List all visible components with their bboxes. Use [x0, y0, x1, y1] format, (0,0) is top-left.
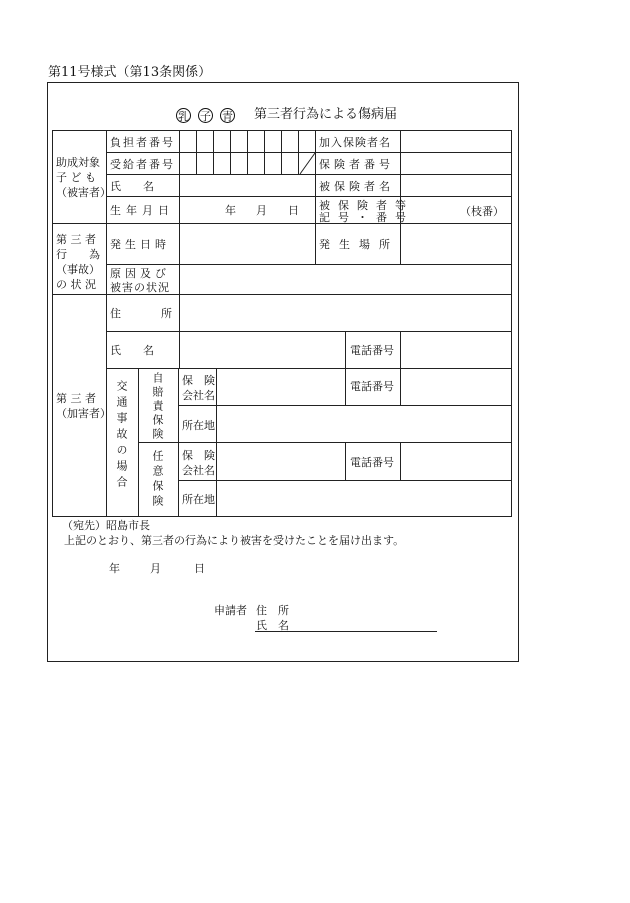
circled-char-3: 青: [222, 110, 233, 123]
form-number: 第11号様式（第13条関係）: [48, 65, 212, 80]
voluntary-insurance-label: 任意保険: [151, 450, 164, 510]
circled-char-2: 子: [200, 110, 211, 123]
burden-number-label: 負担者番号: [110, 136, 175, 149]
insured-name-label: 被保険者名: [319, 180, 394, 193]
insurer-number-label: 保険者番号: [319, 158, 394, 171]
birth-year-unit: 年: [225, 204, 236, 217]
compulsory-insurance-label: 自賠責保険: [151, 372, 164, 442]
insurance-company-label-2a: 保 険: [182, 449, 215, 462]
third-name-label: 氏 名: [110, 344, 154, 357]
phone-label-1: 電話番号: [350, 344, 394, 357]
birthdate-label: 生年月日: [110, 204, 174, 217]
branch-number-label: （枝番）: [460, 205, 504, 218]
section-third-label: 第 三 者 （加害者）: [56, 392, 111, 420]
date-day-unit: 日: [194, 562, 205, 575]
insurance-company-label-2b: 会社名: [182, 464, 215, 477]
date-month-unit: 月: [150, 562, 161, 575]
insured-symbol-label-1: 被保険者等: [319, 199, 414, 212]
address-label: 住 所: [110, 307, 178, 320]
insurance-company-label-1b: 会社名: [182, 389, 215, 402]
traffic-accident-label: 交通事故の場合: [115, 380, 128, 492]
location-label-1: 所在地: [182, 419, 215, 432]
occurrence-place-label: 発生場所: [319, 238, 399, 251]
addressee: （宛先）昭島市長: [62, 519, 150, 532]
cause-label-2: 被害の状況: [110, 281, 170, 294]
declaration: 上記のとおり、第三者の行為により被害を受けたことを届け出ます。: [64, 534, 405, 547]
location-label-2: 所在地: [182, 493, 215, 506]
birth-day-unit: 日: [288, 204, 299, 217]
phone-label-2: 電話番号: [350, 380, 394, 393]
section-child-label: 助成対象 子 ど も （被害者）: [56, 156, 111, 199]
applicant-address-label: 住 所: [256, 604, 289, 617]
applicant-label: 申請者: [214, 604, 247, 617]
occurrence-datetime-label: 発生日時: [110, 238, 170, 251]
applicant-name-label: 氏 名: [256, 619, 289, 632]
phone-label-3: 電話番号: [350, 456, 394, 469]
insurer-name-label: 加入保険者名: [319, 136, 391, 149]
insured-symbol-label-2: 記号・番号: [319, 211, 414, 224]
cause-label-1: 原因及び: [110, 267, 170, 280]
section-act-label: 第 三 者 行 為 （事故） の 状 況: [56, 233, 100, 291]
circled-char-1: 乳: [178, 110, 189, 123]
recipient-number-label: 受給者番号: [110, 158, 175, 171]
birth-month-unit: 月: [256, 204, 267, 217]
insurance-company-label-1a: 保 険: [182, 374, 215, 387]
form-title: 第三者行為による傷病届: [254, 107, 398, 122]
date-year-unit: 年: [109, 562, 120, 575]
name-label: 氏 名: [110, 180, 154, 193]
